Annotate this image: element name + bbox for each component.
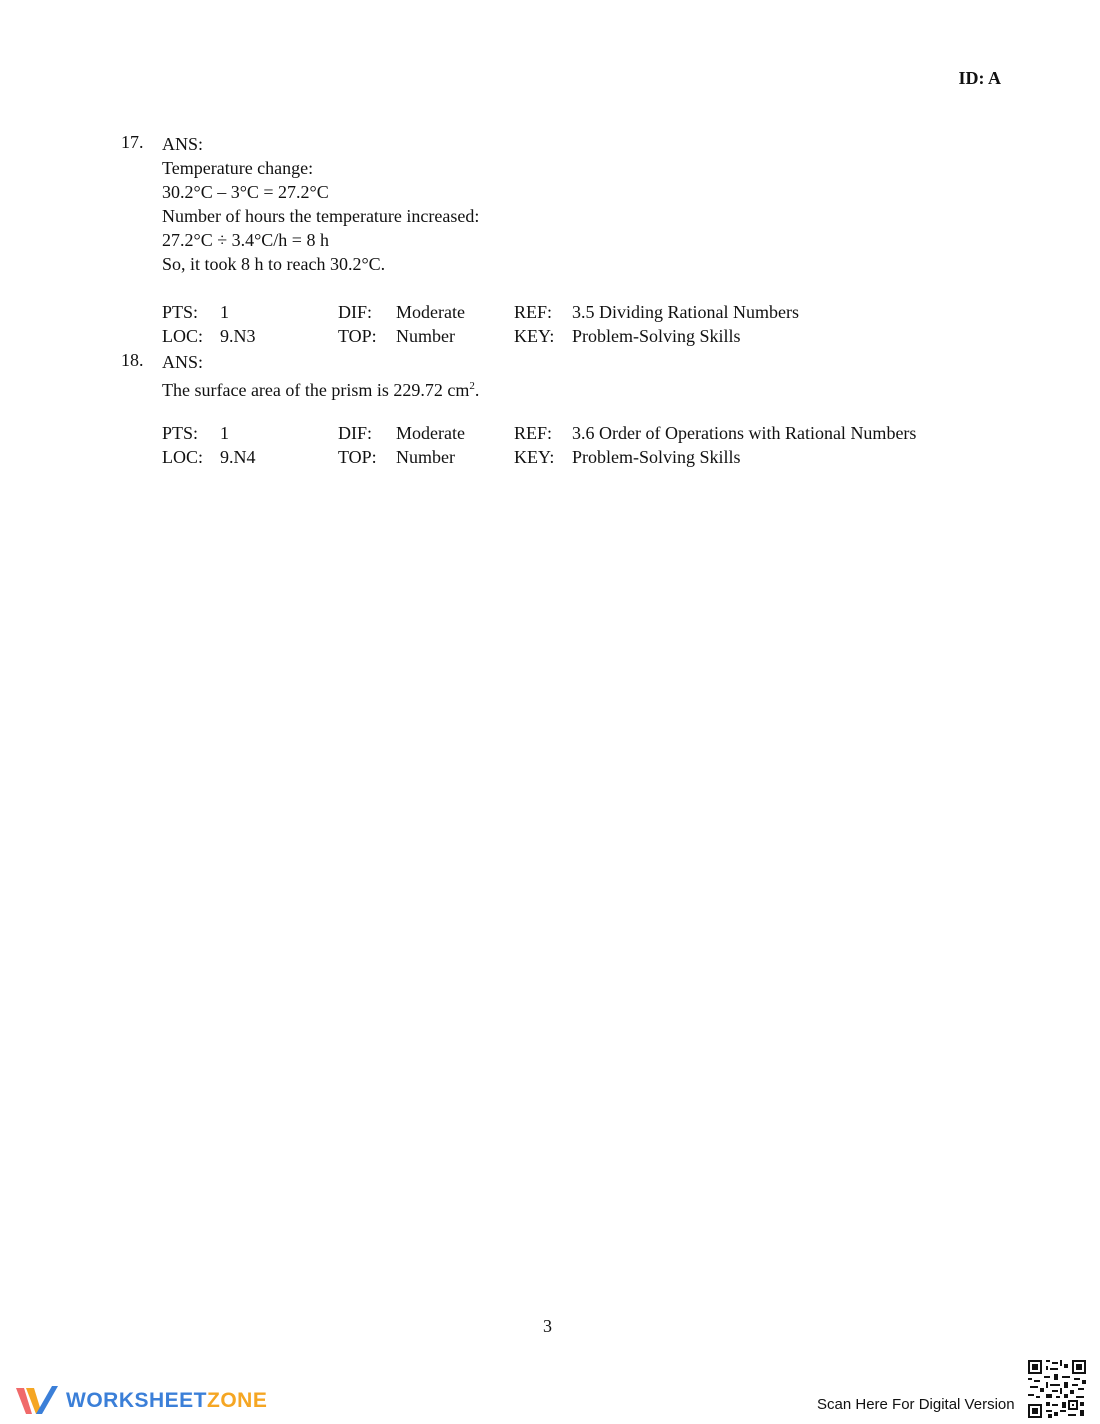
answer-line: Temperature change: [162,158,314,178]
question-18-meta-row-1 [162,423,1022,447]
document-id: ID: A [958,68,1001,88]
loc-field: LOC: 9.N4 [162,447,256,467]
loc-field: LOC: 9.N3 [162,326,256,346]
key-field: KEY: Problem-Solving Skills [514,326,741,346]
worksheetzone-logo[interactable] [14,1384,267,1418]
key-field: KEY: Problem-Solving Skills [514,447,741,467]
scan-caption: Scan Here For Digital Version [817,1396,1015,1413]
pts-field: PTS: 1 [162,423,229,443]
top-field: TOP: Number [338,326,455,346]
worksheetzone-logo-icon [14,1384,60,1418]
ref-field: REF: 3.5 Dividing Rational Numbers [514,302,799,322]
qr-code-icon[interactable] [1028,1360,1086,1418]
dif-field: DIF: Moderate [338,423,465,443]
question-number-17: 17. [121,132,144,152]
question-17-meta-row-1 [162,302,1022,326]
worksheetzone-logo-text: WORKSHEETZONE [66,1389,268,1412]
ans-label: ANS: [162,352,204,372]
ref-field: REF: 3.6 Order of Operations with Rational Numbers [514,423,917,443]
top-field: TOP: Number [338,447,455,467]
question-17-answer [162,132,479,276]
answer-line: The surface area of the prism is 229.72 $cm^2$. [162,380,480,400]
ans-label: ANS: [162,134,204,154]
dif-field: DIF: Moderate [338,302,465,322]
answer-line: 27.2°C ÷ 3.4°C/h = 8 h [162,230,329,250]
question-18-answer [162,350,479,402]
answer-line: Number of hours the temperature increased: [162,206,480,226]
pts-field: PTS: 1 [162,302,229,322]
question-17-meta-row-2 [162,326,1022,350]
answer-line: So, it took 8 h to reach 30.2°C. [162,254,386,274]
question-number-18: 18. [121,350,144,370]
answer-line: 30.2°C – 3°C = 27.2°C [162,182,329,202]
question-18-meta-row-2 [162,447,1022,471]
page-number: 3 [543,1316,552,1336]
